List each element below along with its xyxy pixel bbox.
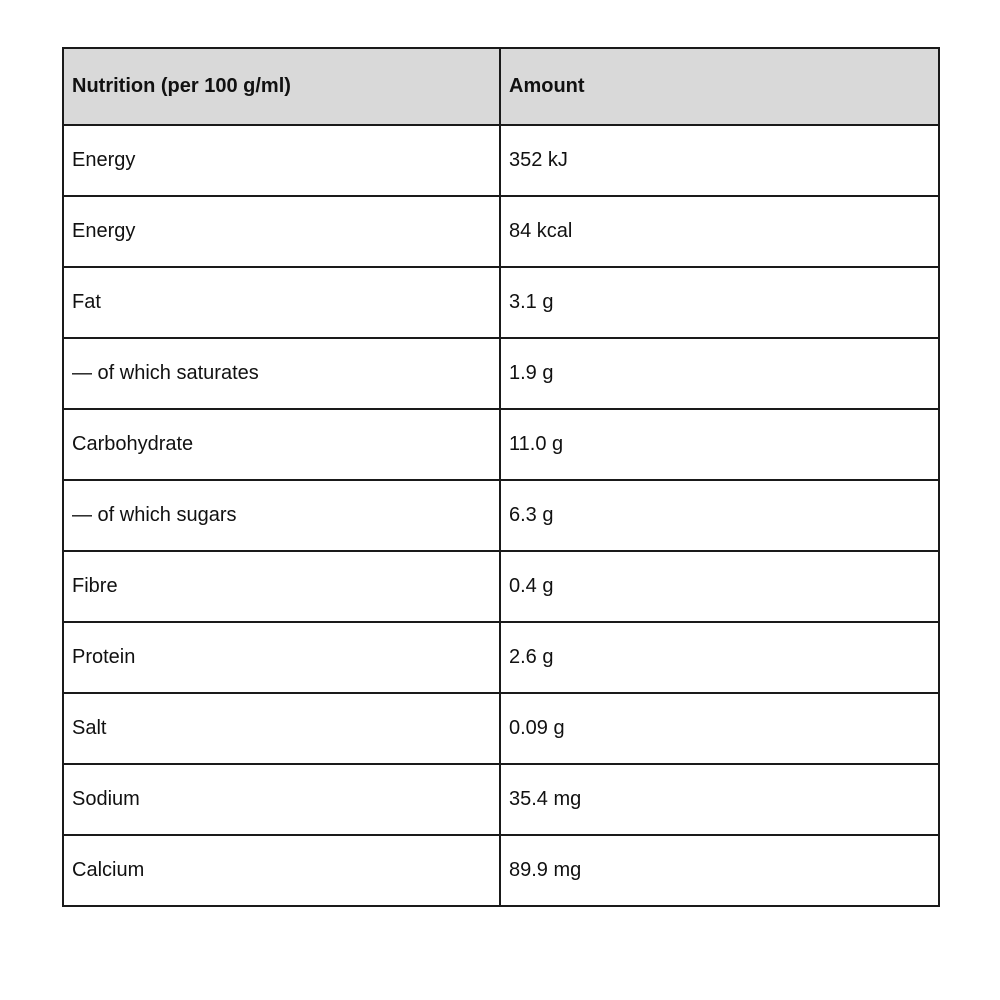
nutrient-amount: 84 kcal	[500, 196, 939, 267]
nutrient-name: — of which sugars	[63, 480, 500, 551]
table-header-row	[63, 48, 939, 125]
nutrient-amount: 6.3 g	[500, 480, 939, 551]
table-row	[63, 267, 939, 338]
nutrient-name: Calcium	[63, 835, 500, 906]
nutrition-table-container	[62, 47, 938, 907]
nutrient-amount: 11.0 g	[500, 409, 939, 480]
nutrient-name: Protein	[63, 622, 500, 693]
nutrient-name: Energy	[63, 196, 500, 267]
table-row	[63, 409, 939, 480]
nutrient-name: Carbohydrate	[63, 409, 500, 480]
nutrition-table	[62, 47, 940, 907]
table-row	[63, 338, 939, 409]
nutrient-amount: 3.1 g	[500, 267, 939, 338]
nutrient-name: Energy	[63, 125, 500, 196]
table-row	[63, 196, 939, 267]
nutrient-amount: 0.4 g	[500, 551, 939, 622]
nutrient-name: Salt	[63, 693, 500, 764]
nutrient-name: Sodium	[63, 764, 500, 835]
nutrient-amount: 35.4 mg	[500, 764, 939, 835]
table-row	[63, 693, 939, 764]
nutrient-amount: 352 kJ	[500, 125, 939, 196]
header-nutrition: Nutrition (per 100 g/ml)	[63, 48, 500, 125]
table-row	[63, 125, 939, 196]
table-row	[63, 480, 939, 551]
nutrient-amount: 89.9 mg	[500, 835, 939, 906]
nutrient-amount: 0.09 g	[500, 693, 939, 764]
table-row	[63, 622, 939, 693]
header-amount: Amount	[500, 48, 939, 125]
nutrient-name: Fibre	[63, 551, 500, 622]
table-row	[63, 835, 939, 906]
table-row	[63, 764, 939, 835]
nutrient-amount: 2.6 g	[500, 622, 939, 693]
nutrient-amount: 1.9 g	[500, 338, 939, 409]
nutrient-name: Fat	[63, 267, 500, 338]
table-row	[63, 551, 939, 622]
nutrient-name: — of which saturates	[63, 338, 500, 409]
